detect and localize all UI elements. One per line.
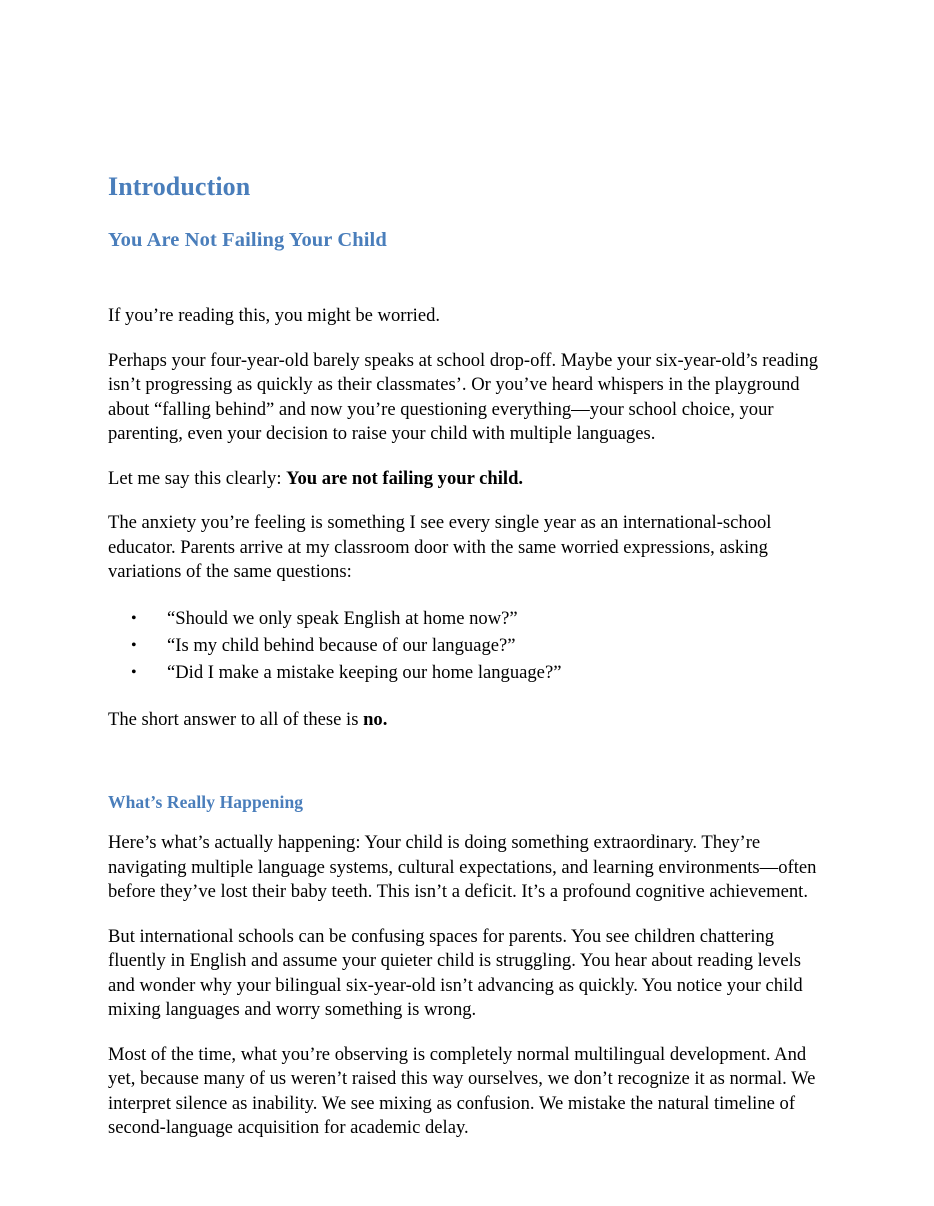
emphasis-line (108, 467, 824, 492)
intro-paragraph-1: If you’re reading this, you might be worried. (108, 305, 441, 327)
list-item (108, 659, 824, 686)
page-content-column (108, 172, 824, 1141)
short-answer-line (108, 708, 824, 733)
list-item-label: “Did I make a mistake keeping our home language?” (167, 661, 562, 683)
section-two-paragraph-2: But international schools can be confusing spaces for parents. You see children chattering fluently in English and assume your quieter child is struggling. You hear about reading levels and wonder why your bilingual six-year-old isn’t advancing as quickly. You notice your child mixing languages and worry something is wrong. (108, 925, 803, 1021)
list-item-label: “Should we only speak English at home now?” (167, 607, 518, 629)
bullet-point-icon: • (131, 663, 137, 681)
bullet-point-icon: • (131, 636, 137, 654)
short-answer-bold-text: no. (363, 708, 388, 730)
emphasis-bold-text: You are not failing your child. (286, 467, 524, 489)
bullet-point-icon: • (131, 609, 137, 627)
section-heading-whats-really-happening: What’s Really Happening (108, 792, 304, 813)
section-two-paragraph-3: Most of the time, what you’re observing is completely normal multilingual development. And yet, because many of us weren’t raised this way ourselves, we don’t recognize it as normal. We interpret silence as inability. We see mixing as confusion. We mistake the natural timeline of second-language acquisition for academic delay. (108, 1043, 816, 1139)
short-answer-lead-text: The short answer to all of these is (108, 708, 364, 730)
parent-questions-list (108, 605, 824, 686)
section-subtitle: You Are Not Failing Your Child (108, 228, 387, 251)
intro-paragraph-2: Perhaps your four-year-old barely speaks at school drop-off. Maybe your six-year-old’s reading isn’t progressing as quickly as their classmates’. Or you’ve heard whispers in the playground about “falling behind” and now you’re questioning everything—your school choice, your parenting, even your decision to raise your child with multiple languages. (108, 349, 819, 445)
list-item (108, 632, 824, 659)
lead-in-paragraph: The anxiety you’re feeling is something I see every single year as an international-school educator. Parents arrive at my classroom door with the same worried expressions, asking variations of the same questions: (108, 512, 772, 583)
section-two-paragraph-1: Here’s what’s actually happening: Your child is doing something extraordinary. They’re navigating multiple language systems, cultural expectations, and learning environments—often before they’ve lost their baby teeth. This isn’t a deficit. It’s a profound cognitive achievement. (108, 832, 817, 903)
list-item-label: “Is my child behind because of our language?” (167, 634, 516, 656)
chapter-title: Introduction (108, 172, 251, 201)
emphasis-lead-text: Let me say this clearly: (108, 467, 287, 489)
list-item (108, 605, 824, 632)
